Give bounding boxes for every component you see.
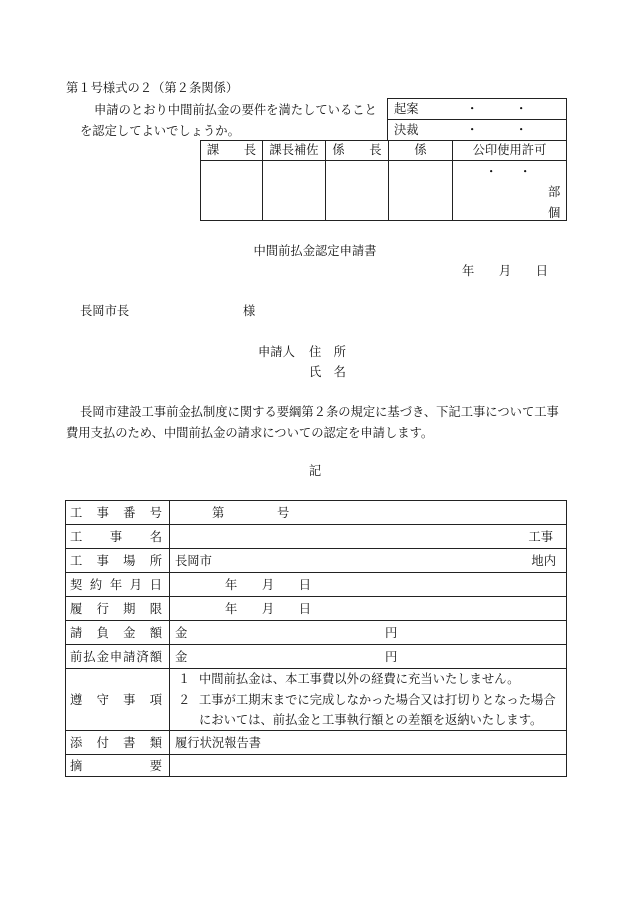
row-compliance: [66, 668, 566, 730]
label-cell: [66, 645, 170, 668]
addressee-name: 長岡市長: [80, 304, 130, 318]
approval-date-box: [387, 98, 567, 140]
applicant-label: 申請人: [258, 345, 295, 359]
label-cell: [66, 669, 170, 730]
stamp-seal-permit: [453, 161, 566, 220]
header-unit-chief: 係 長: [326, 141, 389, 160]
document-title: 中間前払金認定申請書: [253, 244, 377, 258]
permit-unit-seals: 個: [548, 206, 561, 220]
permit-date-separator: ・: [485, 165, 498, 179]
value-contract-date: [170, 573, 566, 596]
value-construction-number: [170, 501, 566, 524]
number-suffix: 号: [277, 505, 290, 520]
decision-row: [388, 119, 566, 140]
approval-header-row: [201, 141, 566, 160]
site-prefix: 長岡市: [175, 553, 212, 568]
construction-detail-table: [65, 500, 567, 777]
value-construction-site: [170, 549, 566, 572]
row-attachments: [66, 730, 566, 754]
row-construction-number: [66, 501, 566, 524]
row-remarks: [66, 754, 566, 776]
label-cell: [66, 573, 170, 596]
value-construction-name: [170, 525, 566, 548]
value-compliance: [170, 669, 566, 730]
header-deputy-chief: 課長補佐: [263, 141, 326, 160]
decision-date-separator: ・: [515, 123, 528, 137]
label-attachments: 添付書類: [70, 735, 162, 750]
value-advance-applied-amount: [170, 645, 566, 668]
stamp-staff: [389, 161, 453, 220]
draft-date-separator: ・: [466, 102, 479, 116]
permit-unit-copies: 部: [548, 185, 561, 199]
value-performance-deadline: [170, 597, 566, 620]
body-text-line-2: 費用支払のため、中間前払金の請求についての認定を申請します。: [66, 426, 434, 440]
decision-date-separator: ・: [466, 123, 479, 137]
value-attachments: [170, 731, 566, 754]
compliance-item-2-line-2: においては、前払金と工事執行額との差額を返納いたします。: [199, 713, 543, 727]
body-text-line-1: 長岡市建設工事前金払制度に関する要綱第２条の規定に基づき、下記工事について工事: [80, 405, 559, 419]
value-remarks: [170, 755, 566, 776]
row-advance-applied-amount: [66, 644, 566, 668]
label-cell: [66, 501, 170, 524]
addressee-honorific: 様: [243, 304, 256, 318]
approval-stamp-grid: [200, 140, 567, 221]
amount-prefix: 金: [175, 625, 188, 640]
deadline-date-text: 年 月 日: [225, 601, 312, 616]
label-compliance: 遵守事項: [70, 692, 162, 707]
applicant-address-label: 住 所: [309, 345, 346, 359]
submission-date: 年 月 日: [462, 264, 549, 278]
applicant-name-label: 氏 名: [309, 365, 346, 379]
label-cell: [66, 731, 170, 754]
compliance-item-1-number: １: [178, 672, 191, 686]
stamp-section-chief: [201, 161, 263, 220]
advance-suffix: 円: [385, 649, 398, 664]
label-cell: [66, 597, 170, 620]
label-construction-site: 工事場所: [70, 553, 162, 568]
record-heading: 記: [308, 464, 322, 478]
approval-stamp-row: [201, 160, 566, 220]
stamp-unit-chief: [326, 161, 389, 220]
site-suffix: 地内: [531, 553, 556, 568]
label-construction-number: 工事番号: [70, 505, 162, 520]
compliance-item-2-number: ２: [178, 693, 191, 707]
draft-row: [388, 99, 566, 119]
approval-request-line-1: 申請のとおり中間前払金の要件を満たしていること: [94, 103, 377, 117]
compliance-item-2-line-1: 工事が工期末までに完成しなかった場合又は打切りとなった場合: [199, 693, 556, 707]
header-seal-permit: 公印使用許可: [472, 143, 547, 157]
advance-prefix: 金: [175, 649, 188, 664]
draft-date-separator: ・: [515, 102, 528, 116]
value-contract-amount: [170, 621, 566, 644]
stamp-deputy-chief: [263, 161, 326, 220]
header-section-chief: 課 長: [201, 141, 263, 160]
header-staff: 係: [389, 141, 453, 160]
decision-label: 決裁: [394, 123, 419, 137]
label-advance-applied-amount: 前払金申請済額: [70, 649, 162, 664]
approval-request-line-2: を認定してよいでしょうか。: [80, 124, 240, 138]
name-suffix: 工事: [528, 529, 553, 544]
amount-suffix: 円: [385, 625, 398, 640]
label-cell: [66, 621, 170, 644]
attachments-text: 履行状況報告書: [175, 735, 262, 750]
row-contract-date: [66, 572, 566, 596]
label-construction-name: 工事名: [70, 529, 162, 544]
label-remarks: 摘要: [70, 758, 162, 773]
label-performance-deadline: 履行期限: [70, 601, 162, 616]
compliance-item-1-line-1: 中間前払金は、本工事費以外の経費に充当いたしません。: [199, 672, 520, 686]
form-number: 第１号様式の２（第２条関係）: [66, 81, 239, 95]
row-contract-amount: [66, 620, 566, 644]
label-cell: [66, 755, 170, 776]
row-performance-deadline: [66, 596, 566, 620]
label-cell: [66, 525, 170, 548]
row-construction-name: [66, 524, 566, 548]
number-prefix: 第: [212, 505, 225, 520]
label-contract-amount: 請負金額: [70, 625, 162, 640]
contract-date-text: 年 月 日: [225, 577, 312, 592]
permit-date-separator: ・: [519, 165, 532, 179]
label-cell: [66, 549, 170, 572]
row-construction-site: [66, 548, 566, 572]
label-contract-date: 契約年月日: [70, 577, 162, 592]
draft-label: 起案: [394, 102, 419, 116]
